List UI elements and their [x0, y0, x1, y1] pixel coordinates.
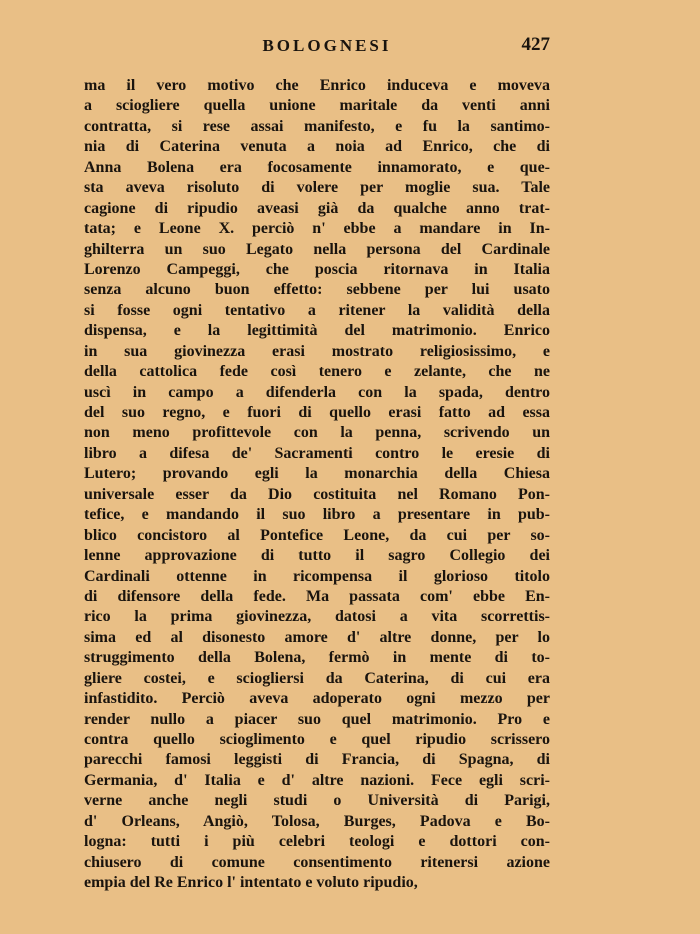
text-line: render nullo a piacer suo quel matrimonio. Pro e [84, 710, 550, 728]
running-title: BOLOGNESI [262, 36, 392, 55]
text-line: si fosse ogni tentativo a ritener la validità della [84, 301, 550, 319]
text-line: contratta, si rese assai manifesto, e fu la santimo- [84, 117, 550, 135]
text-line: cagione di ripudio aveasi già da qualche anno trat- [84, 199, 550, 217]
text-line: non meno profittevole con la penna, scrivendo un [84, 424, 550, 442]
text-line: lenne approvazione di tutto il sagro Collegio dei [84, 547, 550, 565]
text-line: ma il vero motivo che Enrico induceva e moveva [84, 77, 550, 94]
text-line: Cardinali ottenne in ricompensa il glorioso titolo [84, 567, 550, 585]
text-line: logna: tutti i più celebri teologi e dottori con- [84, 833, 550, 851]
body-text [84, 76, 550, 894]
text-line: gliere costei, e sciogliersi da Caterina, di cui era [84, 669, 550, 687]
text-line: verne anche negli studi o Università di Parigi, [84, 792, 550, 810]
text-line: del suo regno, e fuori di quello erasi fatto ad essa [84, 404, 550, 421]
page-number: 427 [521, 34, 550, 55]
text-line: in sua giovinezza erasi mostrato religiosissimo, e [84, 342, 550, 360]
text-line: della cattolica fede così tenero e zelante, che ne [84, 363, 550, 381]
text-line: sta aveva risoluto di volere per moglie sua. Tale [84, 179, 550, 197]
text-line: uscì in campo a difenderla con la spada, dentro [84, 383, 550, 401]
text-line: tefice, e mandando il suo libro a presentare in pub- [84, 506, 550, 524]
text-line: Anna Bolena era focosamente innamorato, e que- [84, 158, 550, 176]
text-line: parecchi famosi leggisti di Francia, di Spagna, di [84, 751, 550, 769]
text-line: Germania, d' Italia e d' altre nazioni. Fece egli scri- [84, 771, 550, 789]
text-line: Lutero; provando egli la monarchia della Chiesa [84, 465, 550, 483]
text-line: di difensore della fede. Ma passata com' ebbe En- [84, 587, 550, 605]
text-line: ghilterra un suo Legato nella persona del Cardinale [84, 240, 550, 258]
text-line: senza alcuno buon effetto: sebbene per lui usato [84, 281, 550, 299]
text-line: nia di Caterina venuta a noia ad Enrico, che di [84, 138, 550, 156]
text-line: rico la prima giovinezza, datosi a vita scorrettis- [84, 608, 550, 626]
text-line: chiusero di comune consentimento ritenersi azione [84, 853, 550, 871]
text-line: struggimento della Bolena, fermò in mente di to- [84, 649, 550, 667]
text-line: Lorenzo Campeggi, che poscia ritornava in Italia [84, 260, 550, 278]
text-line: empia del Re Enrico l' intentato e voluto ripudio, [84, 874, 418, 892]
text-line: blico concistoro al Pontefice Leone, da cui per so- [84, 526, 550, 544]
text-line: a sciogliere quella unione maritale da venti anni [84, 97, 550, 115]
text-line: tata; e Leone X. perciò n' ebbe a mandare in In- [84, 220, 550, 238]
text-line: universale esser da Dio costituita nel Romano Pon- [84, 485, 550, 503]
text-line: libro a difesa de' Sacramenti contro le eresie di [84, 444, 550, 462]
text-line: sima ed al disonesto amore d' altre donne, per lo [84, 628, 550, 646]
text-line: dispensa, e la legittimità del matrimonio. Enrico [84, 322, 550, 340]
text-line: infastidito. Perciò aveva adoperato ogni mezzo per [84, 690, 550, 708]
text-line: d' Orleans, Angiò, Tolosa, Burges, Padova e Bo- [84, 812, 550, 830]
text-line: contra quello scioglimento e quel ripudio scrissero [84, 731, 550, 748]
running-head [84, 36, 550, 60]
